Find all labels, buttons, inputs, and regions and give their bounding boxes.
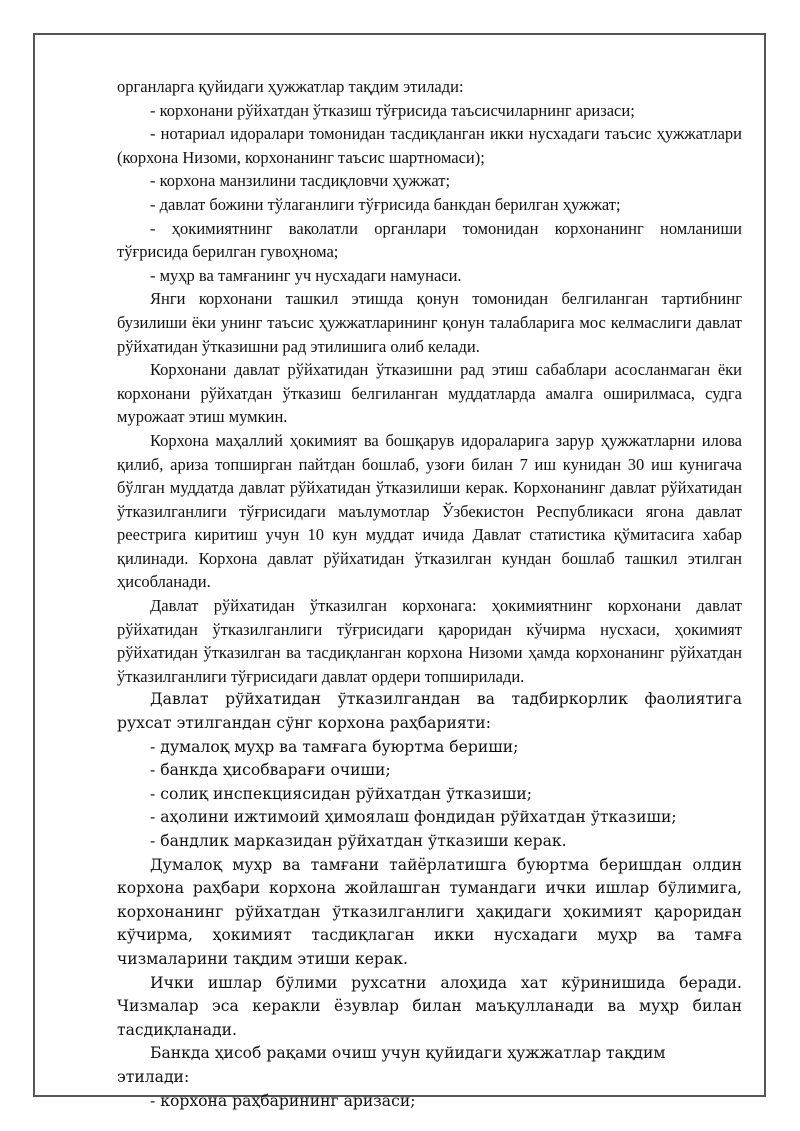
list-item: - корхонани рўйхатдан ўтказиш тўғрисида таъсисчиларнинг аризаси; (150, 100, 635, 120)
paragraph: Янги корхонани ташкил этишда қонун томонидан белгиланган тартибнинг бузилиши ёки унинг таъсис ҳужжатларининг қонун талабларига мос келмаслиги давлат рўйхатидан ўтказишни рад этилишига олиб келади. (117, 289, 742, 356)
list-item: - ҳокимиятнинг ваколатли органлари томонидан корхонанинг номланиши тўғрисида берилган гувоҳнома; (117, 218, 742, 262)
list-item: - банкда ҳисобварағи очиши; (150, 761, 391, 780)
paragraph: Ички ишлар бўлими рухсатни алоҳида хат кўринишида беради. Чизмалар эса керакли ёзувлар билан маъқулланади ва муҳр билан тасдиқланади. (117, 973, 742, 1039)
list-item: - бандлик марказидан рўйхатдан ўтказиши керак. (150, 832, 567, 850)
list-item: - нотариал идоралари томонидан тасдиқланган икки нусхадаги таъсис ҳужжатлари (корхона Низоми, корхонанинг таъсис шартномаси); (117, 124, 742, 167)
paragraph: Давлат рўйхатидан ўтказилгандан ва тадбиркорлик фаолиятига рухсат этилгандан сўнг корхона раҳбарияти: (117, 690, 742, 733)
paragraph: органларга қуйидаги ҳужжатлар тақдим этилади: (117, 77, 464, 96)
paragraph: Думалоқ муҳр ва тамғани тайёрлатишга буюртма беришдан олдин корхона раҳбари корхона жойлашган тумандаги ички ишлар бўлимига, корхонанинг рўйхатдан ўтказилганлиги ҳақидаги ҳокимият қароридан кўчирма, ҳокимият тасдиқлаган икки нусхадаги муҳр ва тамға чизмаларини тақдим этиши керак. (117, 855, 742, 968)
list-item: - солиқ инспекциясидан рўйхатдан ўтказиши; (150, 784, 532, 803)
list-item: - аҳолини ижтимоий ҳимоялаш фондидан рўйхатдан ўтказиши; (150, 808, 677, 827)
paragraph: Корхона маҳаллий ҳокимият ва бошқарув идораларига зарур ҳужжатларни илова қилиб, ариза топширган пайтдан бошлаб, узоғи билан 7 иш кунидан 30 иш кунигача бўлган муддатда давлат рўйхатидан ўтказилиши керак. Корхонанинг давлат рўйхатидан ўтказилганлиги тўғрисидаги маълумотлар Ўзбекистон Республикаси ягона давлат реестрига киритиш учун 10 кун муддат ичида Давлат статистика қўмитасига хабар қилинади. Корхона давлат рўйхатидан ўтказилган кундан бошлаб ташкил этилган ҳисобланади. (117, 430, 742, 592)
document-body (117, 75, 742, 1113)
paragraph: Давлат рўйхатидан ўтказилган корхонага: ҳокимиятнинг корхонани давлат рўйхатидан ўтказилганлиги тўғрисидаги қароридан кўчирма нусхаси, ҳокимият рўйхатидан ўтказилган ва тасдиқланган корхона Низоми ҳамда корхонанинг рўйхатдан ўтказилганлиги тўғрисидаги давлат ордери топширилади. (117, 596, 742, 686)
list-item: - корхона раҳбарининг аризаси; (150, 1091, 416, 1110)
list-item: - корхона манзилини тасдиқловчи ҳужжат; (150, 171, 451, 191)
paragraph: Банкда ҳисоб рақами очиш учун қуйидаги ҳужжатлар тақдим этилади: (117, 1044, 666, 1086)
list-item: - думалоқ муҳр ва тамғага буюртма бериши; (150, 737, 519, 756)
list-item: - давлат божини тўлаганлиги тўғрисида банкдан берилган ҳужжат; (150, 194, 621, 214)
paragraph: Корхонани давлат рўйхатидан ўтказишни рад этиш сабаблари асосланмаган ёки корхонани рўйхатдан ўтказиш белгиланган муддатларда амалга оширилмаса, судга мурожаат этиш мумкин. (117, 360, 742, 427)
list-item: - муҳр ва тамғанинг уч нусхадаги намунаси. (150, 265, 462, 285)
